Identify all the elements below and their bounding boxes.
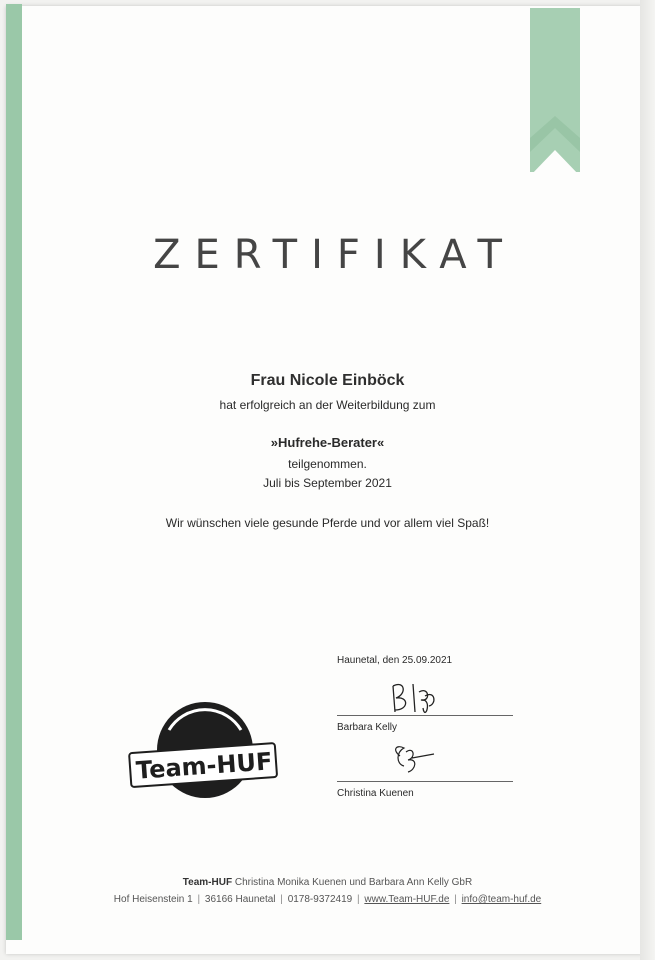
signer-2-name: Christina Kuenen: [337, 788, 414, 799]
footer-company: [0, 877, 655, 888]
footer-address: Hof Heisenstein 1: [113, 894, 193, 905]
intro-text: hat erfolgreich an der Weiterbildung zum: [219, 398, 436, 412]
footer-separator: |: [280, 894, 283, 905]
footer-separator: |: [454, 894, 457, 905]
footer-company-owners: Christina Monika Kuenen und Barbara Ann Kelly GbR: [234, 877, 473, 888]
footer-email-link[interactable]: info@team-huf.de: [461, 894, 542, 905]
footer-contact: [0, 894, 655, 905]
course-period: Juli bis September 2021: [263, 476, 392, 490]
certificate-title: ZERTIFIKAT: [153, 232, 516, 278]
footer-separator: |: [356, 894, 360, 905]
wish-text: Wir wünschen viele gesunde Pferde und vor allem viel Spaß!: [165, 516, 490, 530]
course-name: »Hufrehe-Berater«: [270, 435, 385, 450]
signature-line-2: [337, 781, 513, 782]
logo-text: Team-HUF: [135, 747, 274, 785]
footer-separator: |: [197, 894, 201, 905]
recipient-name: Frau Nicole Einböck: [250, 372, 405, 389]
signature-line-1: [337, 715, 513, 716]
signature-barbara-kelly-icon: [385, 676, 445, 724]
signature-christina-kuenen-icon: [390, 742, 438, 776]
green-side-stripe: [6, 4, 22, 940]
participated-text: teilgenommen.: [288, 457, 367, 471]
footer-website-link[interactable]: www.Team-HUF.de: [364, 894, 450, 905]
place-date: Haunetal, den 25.09.2021: [337, 655, 453, 666]
ribbon-bookmark-icon: [522, 4, 580, 172]
team-huf-logo-icon: [128, 700, 280, 804]
footer-zip-city: 36166 Haunetal: [204, 894, 276, 905]
signer-1-name: Barbara Kelly: [337, 722, 398, 733]
footer-phone: 0178-9372419: [287, 894, 353, 905]
footer-company-name: Team-HUF: [182, 877, 233, 888]
